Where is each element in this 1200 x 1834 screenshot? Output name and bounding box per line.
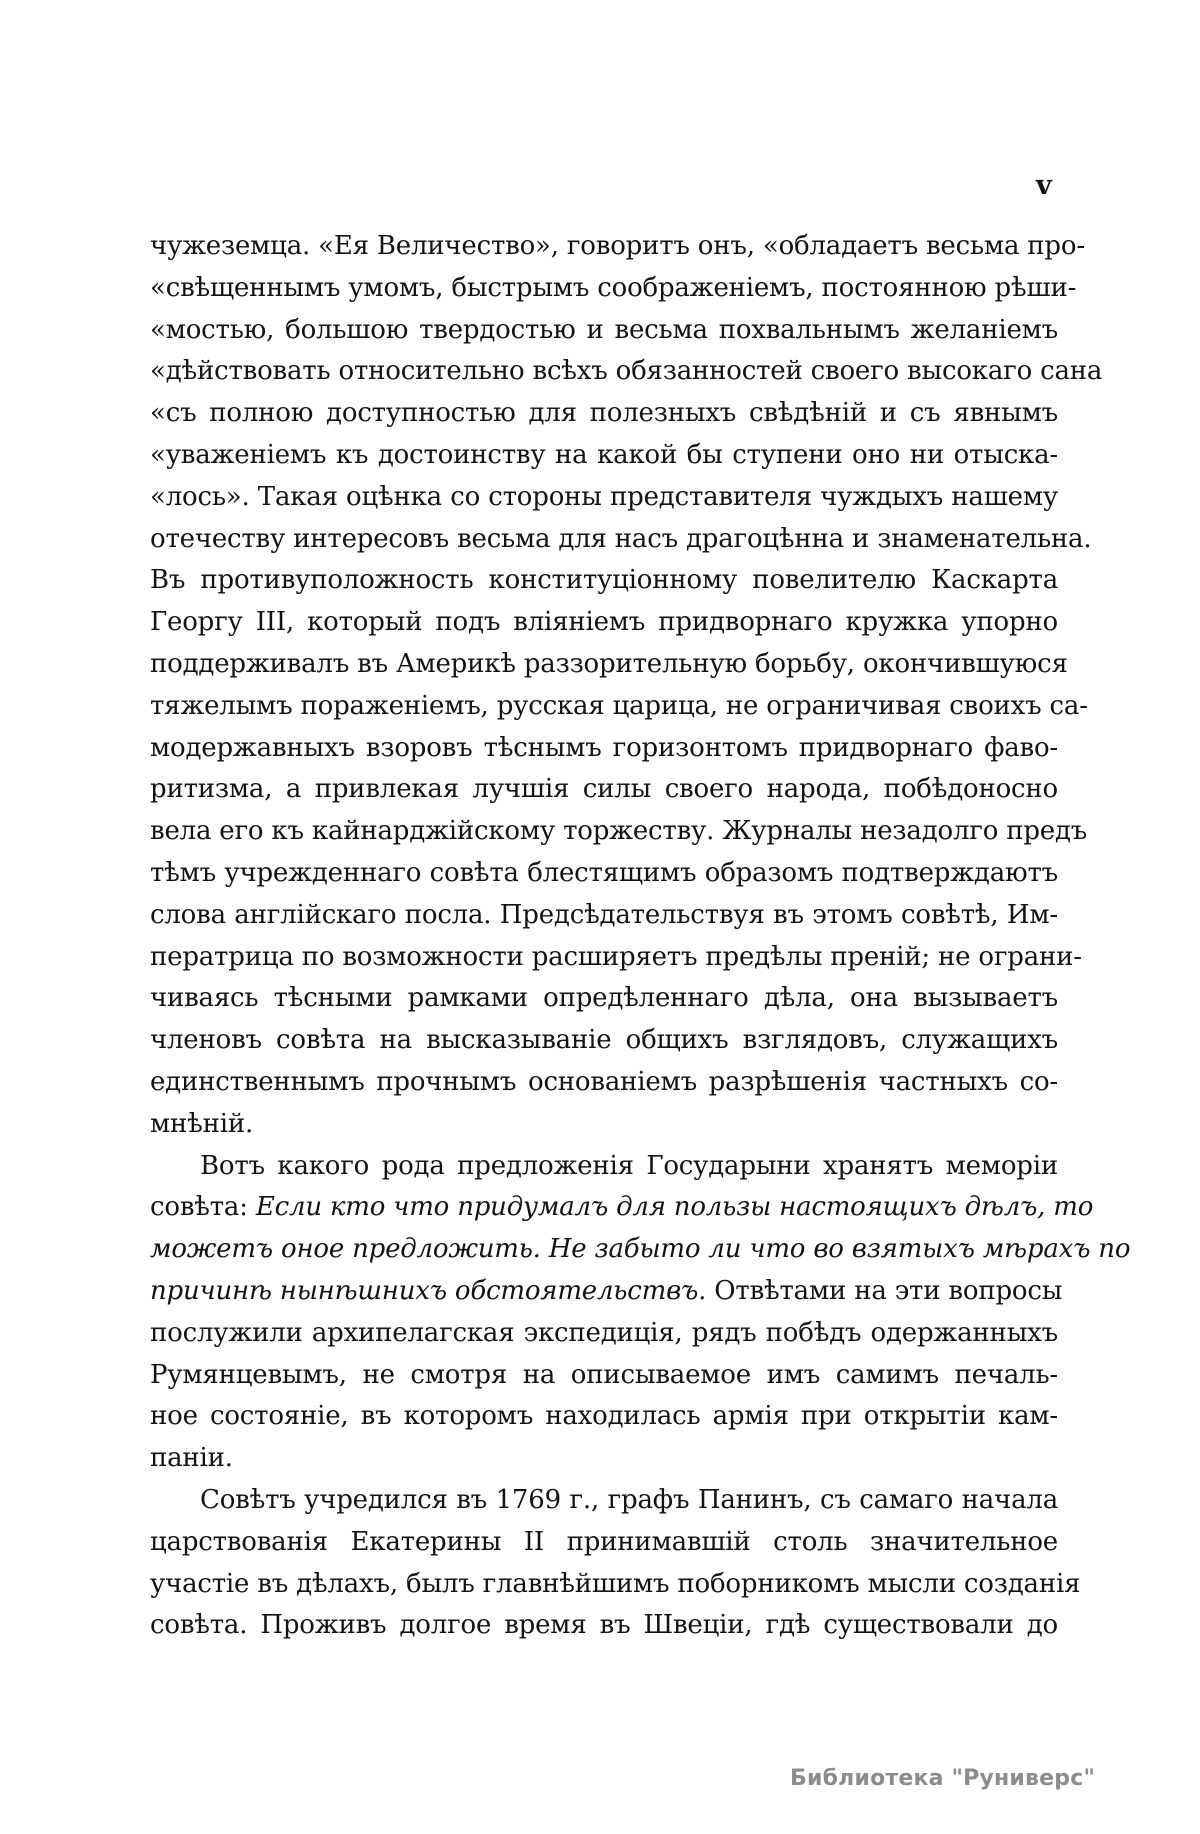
text-segment: «свѣщеннымъ умомъ, быстрымъ соображеніемъ, постоянною рѣши- [150,272,1077,303]
text-segment: «мостью, большою твердостью и весьма похвальнымъ желаніемъ [150,314,1058,345]
text-segment: Совѣтъ учредился въ 1769 г., графъ Панинъ, съ самаго начала [200,1484,1058,1515]
library-watermark: Библиотека "Руниверс" [790,1766,1096,1791]
text-segment: «съ полною доступностью для полезныхъ свѣдѣній и съ явнымъ [150,398,1058,429]
text-segment: участіе въ дѣлахъ, былъ главнѣйшимъ поборникомъ мысли созданія [150,1568,1081,1599]
text-segment: членовъ совѣта на высказываніе общихъ взглядовъ, служащихъ [150,1025,1058,1056]
text-line [150,351,1103,393]
italic-text-segment: можетъ оное предложить. Не забыто ли что во взятыхъ мѣрахъ по [150,1234,1131,1265]
text-segment: отечеству интересовъ весьма для насъ драгоцѣнна и знаменательна. [150,523,1092,554]
text-line [150,1313,1058,1355]
text-segment: совѣта: [150,1192,256,1223]
body-text-block [150,226,1131,1647]
text-line [150,895,1058,937]
text-segment: тѣмъ учрежденнаго совѣта блестящимъ образомъ подтверждаютъ [150,857,1058,888]
text-segment: «уваженіемъ къ достоинству на какой бы ступени оно ни отыска- [150,439,1058,470]
text-line [150,1229,1131,1271]
text-segment: царствованія Екатерины II принимавшій столь значительное [150,1526,1058,1557]
text-line [150,1438,1058,1480]
text-segment: чиваясь тѣсными рамками опредѣленнаго дѣла, она вызываетъ [150,983,1058,1014]
italic-text-segment: Если кто что придумалъ для пользы настоящихъ дѣлъ, то [255,1192,1094,1223]
text-segment: Вотъ какого рода предложенія Государыни хранятъ меморіи [200,1150,1058,1181]
text-line [150,1146,1058,1188]
text-line [150,226,1085,268]
text-line [150,435,1058,477]
text-line [150,1396,1058,1438]
text-segment: Отвѣтами на эти вопросы [706,1275,1063,1306]
text-line [150,519,1092,561]
text-line [150,1355,1058,1397]
text-segment: модержавныхъ взоровъ тѣснымъ горизонтомъ придворнаго фаво- [150,732,1058,763]
text-line [150,602,1058,644]
text-line [150,477,1058,519]
text-line [150,728,1058,770]
text-segment: Румянцевымъ, не смотря на описываемое имъ самимъ печаль- [150,1359,1058,1390]
text-line [150,1062,1058,1104]
text-segment: Георгу III, который подъ вліяніемъ придворнаго кружка упорно [150,607,1058,638]
text-segment: ператрица по возможности расширяетъ предѣлы преній; не ограни- [150,941,1082,972]
text-segment: слова англійскаго посла. Предсѣдательствуя въ этомъ совѣтѣ, Им- [150,899,1058,930]
text-line [150,1564,1081,1606]
page-number: v [1036,170,1052,201]
text-line [150,853,1058,895]
text-line [150,1271,1063,1313]
text-line [150,1020,1058,1062]
text-segment: «дѣйствовать относительно всѣхъ обязанностей своего высокаго сана [150,356,1103,387]
text-line [150,1187,1094,1229]
text-segment: послужили архипелагская экспедиція, рядъ побѣдъ одержанныхъ [150,1317,1058,1348]
text-segment: вела его къ кайнарджійскому торжеству. Журналы незадолго предъ [150,816,1088,847]
text-segment: тяжелымъ пораженіемъ, русская царица, не ограничивая своихъ са- [150,690,1088,721]
text-line [150,1104,1058,1146]
text-line [150,644,1068,686]
text-line [150,769,1058,811]
text-line [150,937,1082,979]
text-segment: чужеземца. «Ея Величество», говоритъ онъ, «обладаетъ весьма про- [150,231,1085,261]
text-segment: паніи. [150,1443,233,1474]
text-line [150,978,1058,1020]
italic-text-segment: причинѣ нынѣшнихъ обстоятельствъ. [150,1275,707,1306]
text-line [150,686,1088,728]
text-segment: «лось». Такая оцѣнка со стороны представителя чуждыхъ нашему [150,481,1058,512]
text-segment: ное состояніе, въ которомъ находилась армія при открытіи кам- [150,1401,1058,1432]
text-line [150,310,1058,352]
text-line [150,811,1088,853]
text-segment: совѣта. Проживъ долгое время въ Швеціи, гдѣ существовали до [150,1610,1058,1641]
text-segment: мнѣній. [150,1108,254,1139]
text-segment: единственнымъ прочнымъ основаніемъ разрѣшенія частныхъ со- [150,1066,1058,1097]
text-line [150,268,1077,310]
text-line [150,560,1058,602]
text-segment: Въ противуположность конституціонному повелителю Каскарта [150,565,1058,596]
text-line [150,1522,1058,1564]
text-segment: поддерживалъ въ Америкѣ раззорительную борьбу, окончившуюся [150,648,1068,679]
text-segment: ритизма, а привлекая лучшія силы своего народа, побѣдоносно [150,774,1058,805]
text-line [150,1480,1058,1522]
text-line [150,1605,1058,1647]
text-line [150,393,1058,435]
